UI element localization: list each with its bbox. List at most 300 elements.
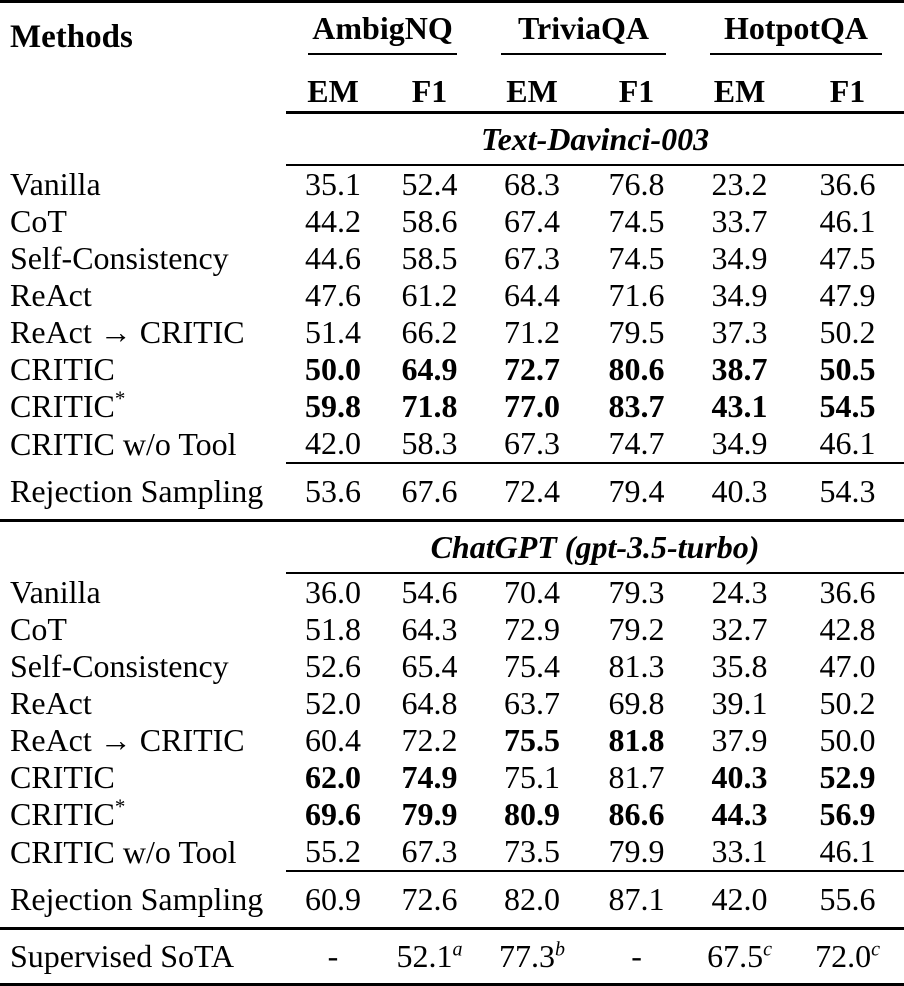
metric-value: 72.9 (504, 611, 561, 647)
metric-value-cell (380, 351, 479, 388)
metric-value: 73.5 (504, 833, 561, 869)
metric-value: 67.3 (504, 425, 561, 461)
metric-value: 46.1 (819, 425, 876, 461)
metric-value: 79.5 (608, 314, 665, 350)
method-name-cell (0, 648, 286, 685)
metric-value: 36.6 (819, 166, 876, 202)
metric-value: 71.2 (504, 314, 561, 350)
table-row (0, 165, 904, 203)
model-section (0, 113, 904, 521)
metric-value-cell (286, 871, 380, 929)
metric-value-cell (585, 722, 688, 759)
metric-value: 44.2 (305, 203, 361, 239)
metric-value: 79.2 (608, 611, 665, 647)
metric-value: 68.3 (504, 166, 561, 202)
metric-value: 42.0 (711, 881, 768, 917)
metric-value-cell (791, 425, 904, 463)
method-name: CRITIC (10, 351, 115, 387)
table-footer (0, 929, 904, 985)
method-name: CoT (10, 203, 67, 239)
metric-value: 46.1 (819, 203, 876, 239)
method-name: ReAct → CRITIC (10, 722, 245, 758)
metric-value: 37.9 (711, 722, 768, 758)
metric-value-cell (791, 573, 904, 611)
metric-value: 70.4 (504, 574, 561, 610)
metric-value: 69.6 (305, 796, 361, 832)
metric-value: 79.4 (608, 473, 665, 509)
metric-value: 87.1 (608, 881, 665, 917)
metric-value: 83.7 (608, 388, 665, 424)
method-name-cell (0, 351, 286, 388)
metric-value-cell (479, 929, 585, 985)
metric-value: 81.8 (608, 722, 665, 758)
metric-value-cell (286, 929, 380, 985)
metric-value-cell (585, 573, 688, 611)
metric-value: 79.3 (608, 574, 665, 610)
metric-value: 67.3 (401, 833, 458, 869)
method-name-cell (0, 759, 286, 796)
metric-value-cell (791, 388, 904, 425)
metric-value-cell (688, 240, 791, 277)
metric-value-cell (286, 573, 380, 611)
metric-value-cell (380, 425, 479, 463)
metric-value: 74.5 (608, 240, 665, 276)
metric-value-cell (791, 240, 904, 277)
metric-value: 64.4 (504, 277, 561, 313)
metric-value: - (327, 938, 339, 974)
metric-value-cell (286, 796, 380, 833)
metric-value-cell (688, 722, 791, 759)
summary-row (0, 871, 904, 929)
metric-value-cell (791, 929, 904, 985)
metric-value: 56.9 (819, 796, 876, 832)
section-title: Text-Davinci-003 (286, 113, 904, 166)
metric-value-cell (791, 759, 904, 796)
group-label: HotpotQA (724, 10, 869, 46)
metric-value-cell (585, 351, 688, 388)
metric-value-cell (791, 611, 904, 648)
section-header-row (0, 113, 904, 166)
metric-value: 81.7 (608, 759, 665, 795)
table-row (0, 203, 904, 240)
metric-value: 35.1 (305, 166, 361, 202)
metric-value: 74.7 (608, 425, 665, 461)
metric-value-cell (380, 203, 479, 240)
metric-value-cell (286, 722, 380, 759)
metric-value: 50.5 (819, 351, 876, 387)
metric-value-cell (585, 165, 688, 203)
group-underline (501, 53, 666, 55)
subcol-header-em: EM (688, 71, 791, 113)
metric-value-cell (286, 277, 380, 314)
metric-value-cell (791, 463, 904, 521)
section-title: ChatGPT (gpt-3.5-turbo) (286, 521, 904, 574)
metric-value-cell (286, 425, 380, 463)
metric-value: 42.0 (305, 425, 361, 461)
table-row (0, 240, 904, 277)
metric-value-cell (688, 611, 791, 648)
method-name-cell (0, 314, 286, 351)
footnote-marker: a (452, 938, 463, 961)
table-row (0, 314, 904, 351)
metric-value: 74.5 (608, 203, 665, 239)
metric-value-cell (479, 203, 585, 240)
method-name: ReAct (10, 685, 92, 721)
group-underline (308, 53, 457, 55)
metric-value: 50.2 (819, 685, 876, 721)
metric-value-cell (286, 463, 380, 521)
methods-column-header: Methods (10, 19, 133, 55)
metric-value-cell (585, 425, 688, 463)
group-underline (710, 53, 882, 55)
metric-value-cell (380, 240, 479, 277)
metric-value-cell (479, 573, 585, 611)
metric-value-cell (585, 648, 688, 685)
method-name-cell (0, 425, 286, 463)
metric-value-cell (791, 685, 904, 722)
metric-value: 81.3 (608, 648, 665, 684)
metric-value: 53.6 (305, 473, 361, 509)
metric-value-cell (479, 351, 585, 388)
metric-value-cell (286, 388, 380, 425)
metric-value: 50.2 (819, 314, 876, 350)
metric-value-cell (585, 203, 688, 240)
metric-value: 54.3 (819, 473, 876, 509)
metric-value: 71.8 (401, 388, 458, 424)
metric-value-cell (585, 277, 688, 314)
metric-value-cell (585, 929, 688, 985)
metric-value-cell (791, 165, 904, 203)
section-header-spacer (0, 521, 286, 574)
method-name: ReAct → CRITIC (10, 314, 245, 350)
metric-value-cell (688, 796, 791, 833)
metric-value: 67.5 (707, 938, 764, 974)
metric-value-cell (479, 871, 585, 929)
metric-value: 50.0 (819, 722, 876, 758)
metric-value: 69.8 (608, 685, 665, 721)
method-name: CRITIC (10, 388, 115, 424)
metric-value-cell (286, 759, 380, 796)
metric-value-cell (585, 240, 688, 277)
table-row (0, 648, 904, 685)
metric-value: 67.6 (401, 473, 458, 509)
metric-value: 74.9 (401, 759, 458, 795)
metric-value: 72.4 (504, 473, 561, 509)
metric-value: 71.6 (608, 277, 665, 313)
metric-value-cell (479, 240, 585, 277)
metric-value-cell (791, 796, 904, 833)
metric-value-cell (479, 463, 585, 521)
metric-value: 44.6 (305, 240, 361, 276)
metric-value-cell (688, 388, 791, 425)
metric-value-cell (479, 165, 585, 203)
metric-value: 47.9 (819, 277, 876, 313)
metric-value: 79.9 (608, 833, 665, 869)
table-row (0, 573, 904, 611)
metric-value-cell (479, 611, 585, 648)
footnote-marker: b (555, 938, 566, 961)
metric-value: - (631, 938, 642, 974)
method-name-cell (0, 871, 286, 929)
metric-value: 36.0 (305, 574, 361, 610)
metric-value: 54.6 (401, 574, 458, 610)
metric-value: 44.3 (711, 796, 768, 832)
metric-value-cell (286, 165, 380, 203)
method-name: Vanilla (10, 165, 101, 202)
metric-value: 65.4 (401, 648, 458, 684)
method-name-cell (0, 722, 286, 759)
metric-value-cell (688, 203, 791, 240)
metric-value: 67.4 (504, 203, 561, 239)
metric-value-cell (688, 685, 791, 722)
table-row (0, 388, 904, 425)
metric-value-cell (380, 833, 479, 871)
metric-value: 75.1 (504, 759, 561, 795)
metric-value: 51.8 (305, 611, 361, 647)
table-row (0, 277, 904, 314)
metric-value-cell (380, 685, 479, 722)
metric-value-cell (380, 277, 479, 314)
metric-value-cell (479, 277, 585, 314)
metric-value: 52.1 (396, 938, 453, 974)
table-row (0, 759, 904, 796)
metric-value: 76.8 (608, 166, 665, 202)
metric-value-cell (688, 759, 791, 796)
metric-value: 24.3 (711, 574, 768, 610)
metric-value-cell (791, 648, 904, 685)
metric-value-cell (688, 463, 791, 521)
method-name-cell (0, 388, 286, 425)
metric-value: 77.3 (499, 938, 556, 974)
metric-value: 36.6 (819, 574, 876, 610)
metric-value-cell (688, 871, 791, 929)
metric-value-cell (380, 796, 479, 833)
metric-value: 50.0 (305, 351, 361, 387)
metric-value: 58.3 (401, 425, 458, 461)
metric-value: 38.7 (711, 351, 768, 387)
metric-value: 42.8 (819, 611, 876, 647)
metric-value-cell (380, 388, 479, 425)
table-row (0, 351, 904, 388)
metric-value-cell (286, 611, 380, 648)
method-name-cell (0, 833, 286, 871)
metric-value: 80.6 (608, 351, 665, 387)
metric-value-cell (791, 722, 904, 759)
metric-value: 72.7 (504, 351, 561, 387)
metric-value-cell (688, 573, 791, 611)
metric-value: 66.2 (401, 314, 458, 350)
method-name: Supervised SoTA (10, 938, 235, 974)
metric-value-cell (479, 759, 585, 796)
section-header-spacer (0, 113, 286, 166)
metric-value: 67.3 (504, 240, 561, 276)
metric-value-cell (380, 314, 479, 351)
metric-value-cell (791, 833, 904, 871)
metric-value: 60.4 (305, 722, 361, 758)
metric-value: 55.6 (819, 881, 876, 917)
metric-value: 43.1 (711, 388, 768, 424)
metric-value: 34.9 (711, 425, 768, 461)
metric-value: 79.9 (401, 796, 458, 832)
metric-value-cell (380, 573, 479, 611)
table-row (0, 796, 904, 833)
metric-value: 51.4 (305, 314, 361, 350)
metric-value-cell (479, 425, 585, 463)
metric-value-cell (286, 203, 380, 240)
metric-value: 60.9 (305, 881, 361, 917)
metric-value: 59.8 (305, 388, 361, 424)
metric-value-cell (286, 833, 380, 871)
method-name: CRITIC w/o Tool (10, 833, 237, 870)
method-superscript: * (114, 386, 126, 411)
model-section (0, 521, 904, 929)
metric-value-cell (791, 277, 904, 314)
metric-value-cell (479, 685, 585, 722)
metric-value: 23.2 (711, 166, 768, 202)
metric-value: 47.6 (305, 277, 361, 313)
metric-value: 58.6 (401, 203, 458, 239)
group-header-ambignq (286, 2, 479, 72)
metric-value-cell (791, 351, 904, 388)
footnote-marker: c (763, 938, 772, 961)
metric-value: 32.7 (711, 611, 768, 647)
method-name-cell (0, 573, 286, 611)
metric-value-cell (380, 611, 479, 648)
metric-value-cell (479, 388, 585, 425)
metric-value: 55.2 (305, 833, 361, 869)
method-name: CRITIC (10, 796, 115, 832)
method-name-cell (0, 203, 286, 240)
metric-value: 52.9 (819, 759, 876, 795)
method-name-cell (0, 277, 286, 314)
metric-value-cell (286, 351, 380, 388)
metric-value-cell (688, 833, 791, 871)
metric-value: 75.5 (504, 722, 561, 758)
metric-value-cell (479, 722, 585, 759)
metric-value: 72.2 (401, 722, 458, 758)
metric-value: 62.0 (305, 759, 361, 795)
metric-value: 35.8 (711, 648, 768, 684)
metric-value-cell (688, 425, 791, 463)
metric-value: 58.5 (401, 240, 458, 276)
method-name: Self-Consistency (10, 648, 229, 684)
metric-value-cell (585, 759, 688, 796)
metric-value: 86.6 (608, 796, 665, 832)
metric-value-cell (585, 463, 688, 521)
metric-value: 64.3 (401, 611, 458, 647)
table-header (0, 2, 904, 113)
metric-value-cell (688, 351, 791, 388)
metric-value-cell (380, 929, 479, 985)
metric-value-cell (688, 314, 791, 351)
method-name: Self-Consistency (10, 240, 229, 276)
metric-value-cell (380, 759, 479, 796)
method-name: CRITIC (10, 759, 115, 795)
metric-value-cell (585, 871, 688, 929)
metric-value-cell (585, 314, 688, 351)
footer-row (0, 929, 904, 985)
table-row (0, 722, 904, 759)
metric-value: 61.2 (401, 277, 458, 313)
metric-value-cell (380, 871, 479, 929)
subcol-header-em: EM (286, 71, 380, 113)
metric-value-cell (791, 314, 904, 351)
metric-value-cell (688, 165, 791, 203)
method-name-cell (0, 929, 286, 985)
section-header-row (0, 521, 904, 574)
metric-value-cell (585, 796, 688, 833)
metric-value: 75.4 (504, 648, 561, 684)
footnote-marker: c (871, 938, 880, 961)
method-name: CRITIC w/o Tool (10, 425, 237, 462)
metric-value-cell (286, 685, 380, 722)
metric-value-cell (688, 648, 791, 685)
metric-value-cell (688, 277, 791, 314)
metric-value-cell (479, 796, 585, 833)
method-name-cell (0, 685, 286, 722)
metric-value: 37.3 (711, 314, 768, 350)
method-name-cell (0, 796, 286, 833)
metric-value-cell (585, 833, 688, 871)
metric-value: 52.0 (305, 685, 361, 721)
metric-value-cell (286, 648, 380, 685)
subcol-header-em: EM (479, 71, 585, 113)
method-name-cell (0, 165, 286, 203)
metric-value-cell (688, 929, 791, 985)
metric-value-cell (585, 388, 688, 425)
method-name-cell (0, 611, 286, 648)
metric-value-cell (380, 463, 479, 521)
metric-value-cell (380, 648, 479, 685)
method-name: CoT (10, 611, 67, 647)
metric-value-cell (585, 611, 688, 648)
metric-value: 64.9 (401, 351, 458, 387)
method-name: Vanilla (10, 573, 101, 610)
metric-value: 82.0 (504, 881, 561, 917)
metric-value: 34.9 (711, 240, 768, 276)
method-name: Rejection Sampling (10, 472, 264, 509)
group-header-triviaqa (479, 2, 688, 72)
metric-value: 34.9 (711, 277, 768, 313)
metric-value-cell (479, 648, 585, 685)
table-row (0, 833, 904, 871)
method-superscript: * (114, 794, 126, 819)
summary-row (0, 463, 904, 521)
metric-value-cell (479, 833, 585, 871)
method-name: ReAct (10, 277, 92, 313)
subcol-header-f1: F1 (380, 71, 479, 113)
metric-value: 72.0 (815, 938, 872, 974)
metric-value: 80.9 (504, 796, 561, 832)
group-header-row (0, 2, 904, 72)
metric-value: 77.0 (504, 388, 561, 424)
metric-value-cell (791, 871, 904, 929)
metric-value: 40.3 (711, 473, 768, 509)
metric-value: 46.1 (819, 833, 876, 869)
metric-value-cell (380, 165, 479, 203)
metric-value: 52.6 (305, 648, 361, 684)
metric-value: 52.4 (401, 166, 458, 202)
metric-value: 33.7 (711, 203, 768, 239)
subcol-header-f1: F1 (585, 71, 688, 113)
method-name-cell (0, 240, 286, 277)
metric-value: 39.1 (711, 685, 768, 721)
metric-value-cell (585, 685, 688, 722)
metric-value: 47.0 (819, 648, 876, 684)
table-row (0, 611, 904, 648)
group-label: TriviaQA (518, 10, 649, 46)
metric-value: 63.7 (504, 685, 561, 721)
